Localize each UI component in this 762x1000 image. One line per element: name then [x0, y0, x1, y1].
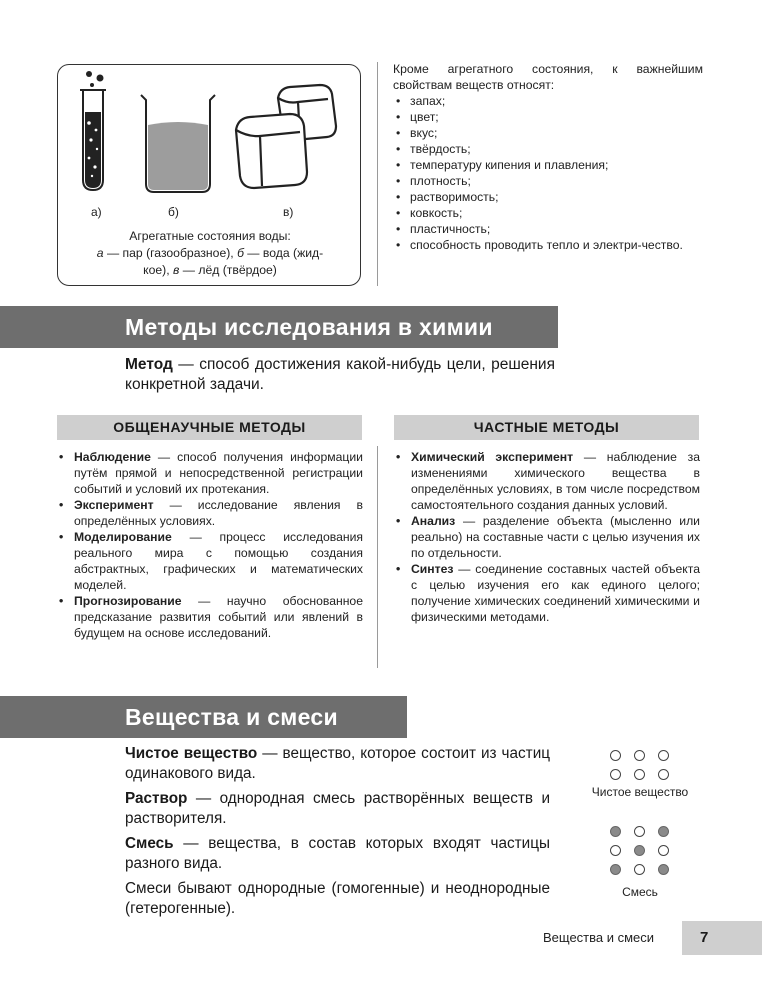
section-title: Вещества и смеси — [125, 703, 338, 730]
particle — [658, 750, 669, 761]
top-divider — [377, 62, 378, 286]
list-item: • вкус; — [393, 125, 703, 141]
list-item: • температуру кипения и плавления; — [393, 157, 703, 173]
list-item: • запах; — [393, 93, 703, 109]
particle — [658, 845, 669, 856]
particle — [610, 750, 621, 761]
page-number: 7 — [682, 921, 762, 955]
section-title-bar — [0, 306, 558, 348]
particle — [658, 769, 669, 780]
particle — [610, 864, 621, 875]
test-tube-steam-image — [78, 68, 112, 196]
mixture-label: Смесь — [622, 885, 658, 899]
particle — [610, 845, 621, 856]
properties-list — [393, 93, 703, 253]
running-title: Вещества и смеси — [543, 930, 655, 945]
list-item: • Прогнозирование — научно обоснованное предсказание развития событий или явлений в будущем на основе исследований. — [57, 593, 363, 641]
paragraph: Чистое вещество — вещество, которое состоит из частиц одинакового вида. — [125, 745, 550, 782]
list-item: • цвет; — [393, 109, 703, 125]
figure-label-b: б) — [168, 205, 179, 219]
list-item: • Эксперимент — исследование явления в определённых условиях. — [57, 497, 363, 529]
specific-methods-list — [394, 449, 700, 625]
figure-label-c: в) — [283, 205, 294, 219]
method-definition: Метод — способ достижения какой-нибудь цели, решения конкретной задачи. — [125, 356, 555, 393]
particle — [658, 864, 669, 875]
caption-title: Агрегатные состояния воды: — [129, 229, 291, 243]
figure-caption — [60, 228, 360, 279]
list-item: • твёрдость; — [393, 141, 703, 157]
properties-block — [393, 61, 703, 253]
list-item: • ковкость; — [393, 205, 703, 221]
list-item: • Анализ — разделение объекта (мысленно или реально) на составные части с целью изучения их по отдельности. — [394, 513, 700, 561]
list-item: • способность проводить тепло и электри-чество. — [393, 237, 703, 253]
mixture-diagram — [610, 826, 670, 878]
list-item: • Наблюдение — способ получения информации путём прямой и непосредственной регистрации событий и условий их протекания. — [57, 449, 363, 497]
particle — [658, 826, 669, 837]
paragraph: Раствор — однородная смесь растворённых веществ и растворителя. — [125, 790, 550, 827]
list-item: • Моделирование — процесс исследования реального мира с помощью создания абстрактных, графических и математических моделей. — [57, 529, 363, 593]
particle — [634, 826, 645, 837]
list-item: • Химический эксперимент — наблюдение за изменениями химического вещества в определённых условиях, в том числе посредством самостоятельного создания данных условий. — [394, 449, 700, 513]
particle — [610, 826, 621, 837]
beaker-water-image — [138, 92, 218, 196]
pure-substance-diagram — [610, 750, 670, 782]
figure-label-a: а) — [91, 205, 102, 219]
general-methods-list — [57, 449, 363, 641]
list-item: • Синтез — соединение составных частей объекта с целью изучения его как единого целого; получение химических соединений химическими и физическими методами. — [394, 561, 700, 625]
ice-cubes-image — [228, 80, 348, 200]
particle — [634, 750, 645, 761]
particle — [634, 845, 645, 856]
general-methods-header: ОБЩЕНАУЧНЫЕ МЕТОДЫ — [57, 415, 362, 440]
list-item: • пластичность; — [393, 221, 703, 237]
paragraph: Смесь — вещества, в состав которых входят частицы разного вида. — [125, 835, 550, 872]
properties-intro: Кроме агрегатного состояния, к важнейшим свойствам веществ относят: — [393, 62, 703, 92]
methods-divider — [377, 446, 378, 668]
list-item: • растворимость; — [393, 189, 703, 205]
particle — [634, 769, 645, 780]
caption-line-1: а — пар (газообразное), б — вода (жид- — [96, 246, 324, 260]
caption-line-2: кое), в — лёд (твёрдое) — [143, 263, 277, 277]
specific-methods-header: ЧАСТНЫЕ МЕТОДЫ — [394, 415, 699, 440]
section-title: Методы исследования в химии — [125, 313, 493, 340]
particle — [634, 864, 645, 875]
substances-text — [125, 744, 550, 924]
pure-substance-label: Чистое вещество — [591, 785, 689, 799]
paragraph: Смеси бывают однородные (гомогенные) и неоднородные (гетерогенные). — [125, 880, 550, 917]
section-title-bar — [0, 696, 407, 738]
particle — [610, 769, 621, 780]
list-item: • плотность; — [393, 173, 703, 189]
